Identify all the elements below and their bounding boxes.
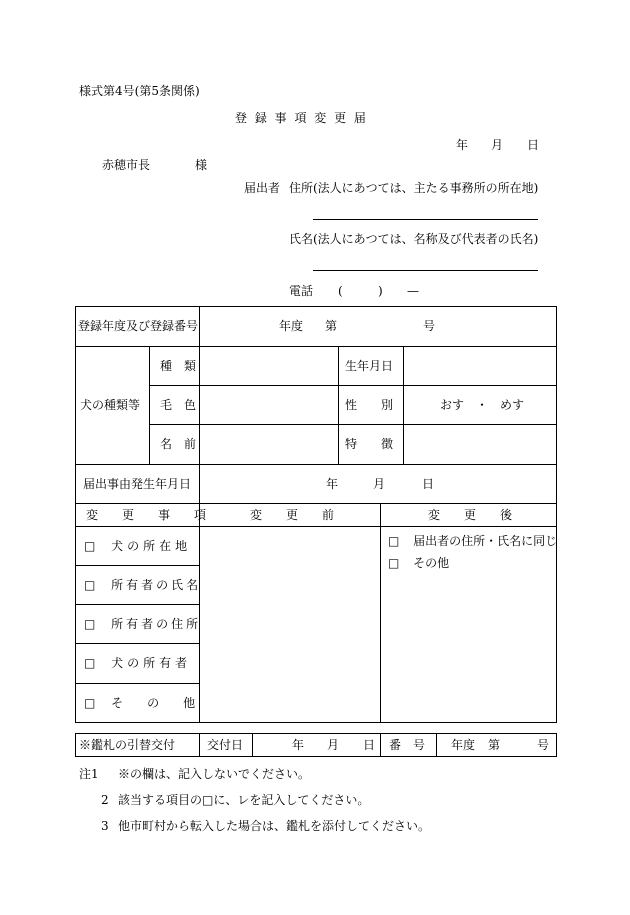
name-label: 氏名(法人にあつては、名称及び代表者の氏名) (289, 232, 539, 246)
after-option-label: 届出者の住所・氏名に同じ (413, 534, 558, 548)
change-item-label: そ の 他 (111, 696, 202, 710)
breed-label: 種 類 (160, 359, 197, 373)
phone-label: 電話 (289, 284, 314, 298)
event-date-label: 届出事由発生年月日 (83, 477, 192, 491)
reg-label: 登録年度及び登録番号 (78, 319, 199, 333)
feature-input-area[interactable] (404, 425, 555, 463)
tag-year: 年 (292, 738, 305, 752)
note-2-text: 該当する項目の□に、レを記入してください。 (118, 793, 370, 807)
note-3-num: 3 (101, 819, 109, 833)
checkbox-icon[interactable]: □ (388, 556, 400, 570)
change-item-other[interactable] (84, 696, 201, 710)
coat-input-area[interactable] (200, 386, 337, 423)
phone-paren-close: ) (378, 284, 383, 298)
address-underline[interactable] (313, 219, 538, 220)
after-option-other[interactable] (388, 556, 449, 570)
checkbox-icon[interactable]: □ (84, 578, 96, 592)
dog-name-input-area[interactable] (200, 425, 337, 463)
feature-label: 特 徴 (345, 437, 394, 451)
checkbox-icon[interactable]: □ (84, 539, 96, 553)
change-item-label: 犬の所在地 (111, 539, 192, 553)
sex-value[interactable]: おす ・ めす (440, 398, 525, 412)
note-3-text: 他市町村から転入した場合は、鑑札を添付してください。 (118, 819, 431, 833)
tag-day: 日 (363, 738, 376, 752)
after-option-same[interactable] (388, 534, 557, 548)
note-2-num: 2 (101, 793, 109, 807)
note-1-num: 注1 (79, 767, 99, 781)
change-item-owner-name[interactable] (84, 578, 201, 592)
sex-label: 性 別 (345, 398, 394, 412)
birthdate-input-area[interactable] (404, 347, 555, 384)
phone-paren-open: ( (338, 284, 343, 298)
tag-no-prefix: 第 (488, 738, 501, 752)
tag-issue-label: 交付日 (207, 738, 244, 752)
addressee-honorific: 様 (195, 158, 208, 172)
tag-no-suffix: 号 (537, 738, 550, 752)
before-input-area[interactable] (200, 527, 379, 721)
event-month: 月 (373, 477, 386, 491)
addressee-name: 赤穂市長 (102, 158, 151, 172)
date-day: 日 (527, 138, 540, 152)
date-month: 月 (491, 138, 504, 152)
checkbox-icon[interactable]: □ (84, 696, 96, 710)
tag-label: ※鑑札の引替交付 (79, 738, 176, 752)
breed-input-area[interactable] (200, 347, 337, 384)
change-item-label: 所有者の住所 (111, 617, 202, 631)
after-option-label: その他 (413, 556, 450, 570)
event-day: 日 (422, 477, 435, 491)
reg-no-prefix: 第 (325, 319, 338, 333)
checkbox-icon[interactable]: □ (388, 534, 400, 548)
tag-month: 月 (327, 738, 340, 752)
event-year: 年 (326, 477, 339, 491)
tag-number-label: 番 号 (389, 738, 426, 752)
name-underline[interactable] (313, 270, 538, 271)
date-year: 年 (456, 138, 469, 152)
change-item-owner-address[interactable] (84, 617, 201, 631)
phone-dash: — (407, 284, 419, 298)
change-item-label: 犬の所有者 (111, 656, 192, 670)
before-header: 変 更 前 (250, 508, 335, 522)
tag-fiscal-year: 年度 (451, 738, 476, 752)
reg-year: 年度 (279, 319, 304, 333)
change-item-dog-owner[interactable] (84, 656, 191, 670)
dog-type-label: 犬の種類等 (80, 398, 141, 412)
checkbox-icon[interactable]: □ (84, 617, 96, 631)
change-item-dog-location[interactable] (84, 539, 191, 553)
after-header: 変 更 後 (428, 508, 513, 522)
dog-name-label: 名 前 (160, 437, 197, 451)
change-item-label: 所有者の氏名 (111, 578, 202, 592)
applicant-label: 届出者 (244, 181, 281, 195)
form-title: 登 録 事 項 変 更 届 (235, 111, 368, 125)
change-item-header: 変 更 事 項 (86, 508, 207, 522)
note-1-text: ※の欄は、記入しないでください。 (118, 767, 311, 781)
checkbox-icon[interactable]: □ (84, 656, 96, 670)
address-label: 住所(法人にあつては、主たる事務所の所在地) (289, 181, 539, 195)
coat-label: 毛 色 (160, 398, 197, 412)
form-number: 様式第4号(第5条関係) (79, 84, 200, 98)
reg-no-suffix: 号 (423, 319, 436, 333)
birthdate-label: 生年月日 (345, 359, 394, 373)
